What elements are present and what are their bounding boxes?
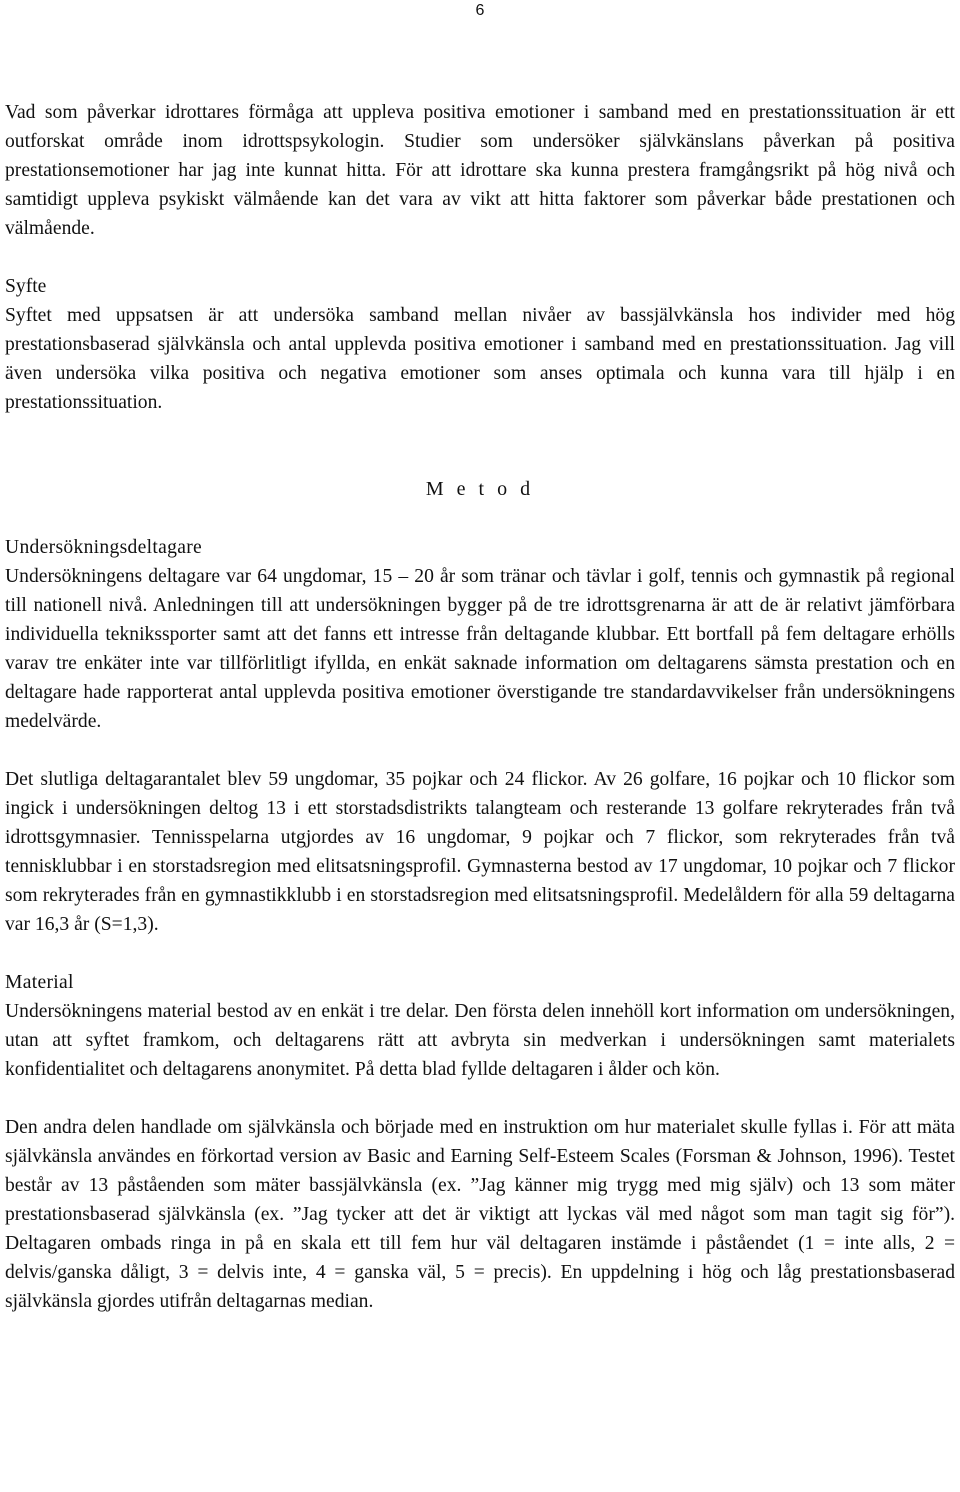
metod-title: M e t o d — [425, 478, 535, 500]
syfte-paragraph: Syftet med uppsatsen är att undersöka samband mellan nivåer av bassjälvkänsla hos individer med hög prestationsbaserad självkänsla och antal upplevda positiva emotioner i samband med en prestationssituation. Jag vill även undersöka vilka positiva och negativa emotioner som anses optimala och kunna vara till hjälp i en prestationssituation. — [5, 305, 955, 413]
syfte-heading: Syfte — [5, 276, 47, 297]
deltagare-paragraph-2: Det slutliga deltagarantalet blev 59 ungdomar, 35 pojkar och 24 flickor. Av 26 golfare, 16 pojkar och 10 flickor som ingick i undersökningen deltog 13 i ett storstadsdistrikts talangteam och resterande 13 golfare rekryterades från två idrottsgymnasier. Tennisspelarna utgjordes av 16 ungdomar, 9 pojkar och 7 flickor, som rekryterades från två tennisklubbar i en storstadsregion med elitsatsningsprofil. Gymnasterna bestod av 17 ungdomar, 10 pojkar och 7 flickor som rekryterades från en gymnastikklubb i en storstadsregion med elitsatsningsprofil. Medelåldern för alla 59 deltagarna var 16,3 år (S=1,3). — [5, 769, 955, 935]
material-paragraph-2: Den andra delen handlade om självkänsla och började med en instruktion om hur materialet skulle fyllas i. För att mäta självkänsla användes en förkortad version av Basic and Earning Self-Esteem Scales (Forsman & Johnson, 1996). Testet består av 13 påståenden som mäter bassjälvkänsla (ex. ”Jag känner mig trygg med mig själv) och 13 som mäter prestationsbaserad självkänsla (ex. ”Jag tycker att det är viktigt att lyckas väl med något som man tagit sig för”). Deltagaren ombads ringa in på en skala ett till fem hur väl deltagaren instämde i påståendet (1 = inte alls, 2 = delvis/ganska dåligt, 3 = delvis inte, 4 = ganska väl, 5 = precis). En uppdelning i hög och låg prestationsbaserad självkänsla gjordes utifrån deltagarnas median. — [5, 1117, 955, 1312]
spacer — [5, 504, 955, 533]
intro-paragraph: Vad som påverkar idrottares förmåga att uppleva positiva emotioner i samband med en prestationssituation är ett outforskat område inom idrottspsykologin. Studier som undersöker självkänslans påverkan på positiva prestationsemotioner har jag inte kunnat hitta. För att idrottare ska kunna prestera framgångsrikt på hög nivå och samtidigt uppleva psykiskt välmående kan det vara av vikt att hitta faktorer som påverkar både prestationen och välmående. — [5, 102, 955, 239]
material-heading: Material — [5, 972, 74, 993]
deltagare-paragraph-1: Undersökningens deltagare var 64 ungdomar, 15 – 20 år som tränar och tävlar i golf, tennis och gymnastik på regional till nationell nivå. Anledningen till att undersökningen bygger på de tre idrottsgrenarna är att de är relativt jämförbara individuella teknikssporter samt att det fanns ett intresse från deltagande klubbar. Ett bortfall på fem deltagare erhölls varav tre enkäter inte var tillförlitligt ifyllda, en enkät saknade information om deltagarens sämsta prestation och en deltagare hade rapporterat antal upplevda positiva emotioner överstigande tre standardavvikelser från undersökningens medelvärde. — [5, 566, 955, 732]
deltagare-heading: Undersökningsdeltagare — [5, 537, 203, 558]
page-number: 6 — [475, 2, 485, 19]
spacer — [5, 417, 955, 475]
material-paragraph-1: Undersökningens material bestod av en enkät i tre delar. Den första delen innehöll kort information om undersökningen, utan att syftet framkom, och deltagarens rätt att avbryta sin medverkan i undersökningen samt materialets konfidentialitet och deltagarens anonymitet. På detta blad fyllde deltagaren i ålder och kön. — [5, 1001, 955, 1080]
document-body — [5, 98, 955, 1316]
